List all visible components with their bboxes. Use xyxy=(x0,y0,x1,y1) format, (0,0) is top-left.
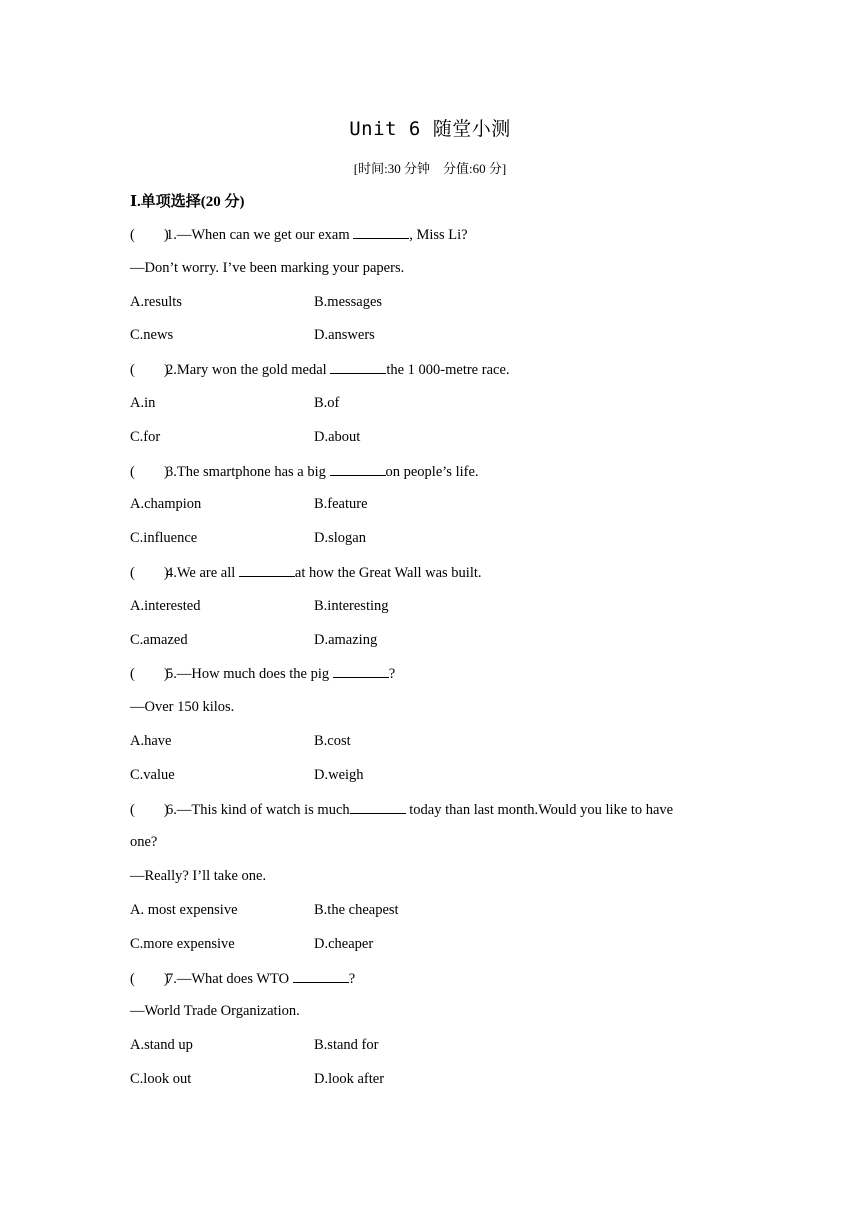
option-a: A.champion xyxy=(130,496,202,513)
answer-blank xyxy=(330,359,386,374)
question-6-options-ab xyxy=(130,900,730,934)
question-3: ( )3.The smartphone has a big on people’s life. xyxy=(130,461,730,495)
option-b: B.messages xyxy=(314,293,383,310)
question-1-options-ab xyxy=(130,292,730,326)
option-d: D.look after xyxy=(314,1070,385,1087)
option-c: C.look out xyxy=(130,1070,192,1087)
section-heading: Ⅰ.单项选择(20 分) xyxy=(130,194,245,210)
answer-bracket: ( ) xyxy=(130,227,169,243)
option-d: D.amazing xyxy=(314,631,378,648)
option-d: D.slogan xyxy=(314,530,366,547)
option-a: A. most expensive xyxy=(130,901,238,918)
option-b: B.cost xyxy=(314,732,351,749)
option-a: A.results xyxy=(130,293,182,310)
question-5-options-cd xyxy=(130,765,730,799)
answer-blank xyxy=(330,461,386,476)
option-d: D.answers xyxy=(314,327,375,344)
question-7-reply: —World Trade Organization. xyxy=(130,1003,300,1020)
question-5: ( )5.—How much does the pig ? xyxy=(130,663,730,697)
question-4-options-cd xyxy=(130,630,730,664)
question-7: ( )7.—What does WTO ? xyxy=(130,968,730,1002)
question-5-reply: —Over 150 kilos. xyxy=(130,699,235,716)
question-6-continued: one? xyxy=(130,834,158,851)
option-b: B.interesting xyxy=(314,597,389,614)
option-a: A.in xyxy=(130,394,156,411)
page-title: Unit 6 随堂小测 xyxy=(349,118,511,140)
answer-bracket: ( ) xyxy=(130,564,169,581)
option-d: D.weigh xyxy=(314,766,364,783)
question-1: ( )1.—When can we get our exam , Miss Li? xyxy=(130,224,730,258)
option-b: B.of xyxy=(314,394,340,411)
option-c: C.value xyxy=(130,766,175,783)
answer-bracket: ( ) xyxy=(130,970,169,987)
question-3-options-ab xyxy=(130,494,730,528)
option-b: B.stand for xyxy=(314,1037,379,1054)
answer-bracket: ( ) xyxy=(130,801,169,818)
answer-bracket: ( ) xyxy=(130,362,169,379)
question-6-options-cd xyxy=(130,934,730,968)
question-5-options-ab xyxy=(130,731,730,765)
question-2-options-ab xyxy=(130,393,730,427)
answer-blank xyxy=(353,224,409,239)
option-c: C.for xyxy=(130,428,161,445)
question-6: ( )6.—This kind of watch is much today than last month.Would you like to have xyxy=(130,799,730,833)
answer-blank xyxy=(333,663,389,678)
question-2: ( )2.Mary won the gold medal the 1 000-metre race. xyxy=(130,359,730,393)
option-c: C.news xyxy=(130,327,174,344)
question-1-reply: —Don’t worry. I’ve been marking your papers. xyxy=(130,259,405,276)
answer-blank xyxy=(350,799,406,814)
question-6-reply: —Really? I’ll take one. xyxy=(130,868,267,885)
question-4-options-ab xyxy=(130,596,730,630)
option-c: C.amazed xyxy=(130,631,188,648)
question-7-options-cd xyxy=(130,1069,730,1103)
answer-blank xyxy=(239,562,295,577)
option-c: C.influence xyxy=(130,530,198,547)
option-d: D.cheaper xyxy=(314,935,374,952)
answer-bracket: ( ) xyxy=(130,666,169,683)
question-3-options-cd xyxy=(130,528,730,562)
answer-blank xyxy=(293,968,349,983)
question-4: ( )4.We are all at how the Great Wall was built. xyxy=(130,562,730,596)
question-7-options-ab xyxy=(130,1035,730,1069)
answer-bracket: ( ) xyxy=(130,463,169,480)
option-a: A.stand up xyxy=(130,1037,193,1054)
question-list xyxy=(130,224,730,1103)
option-b: B.the cheapest xyxy=(314,901,399,918)
option-a: A.interested xyxy=(130,597,201,614)
option-d: D.about xyxy=(314,428,361,445)
option-a: A.have xyxy=(130,732,172,749)
option-c: C.more expensive xyxy=(130,935,235,952)
question-1-options-cd xyxy=(130,325,730,359)
time-score-info: [时间:30 分钟 分值:60 分] xyxy=(353,161,507,176)
option-b: B.feature xyxy=(314,496,368,513)
question-2-options-cd xyxy=(130,427,730,461)
